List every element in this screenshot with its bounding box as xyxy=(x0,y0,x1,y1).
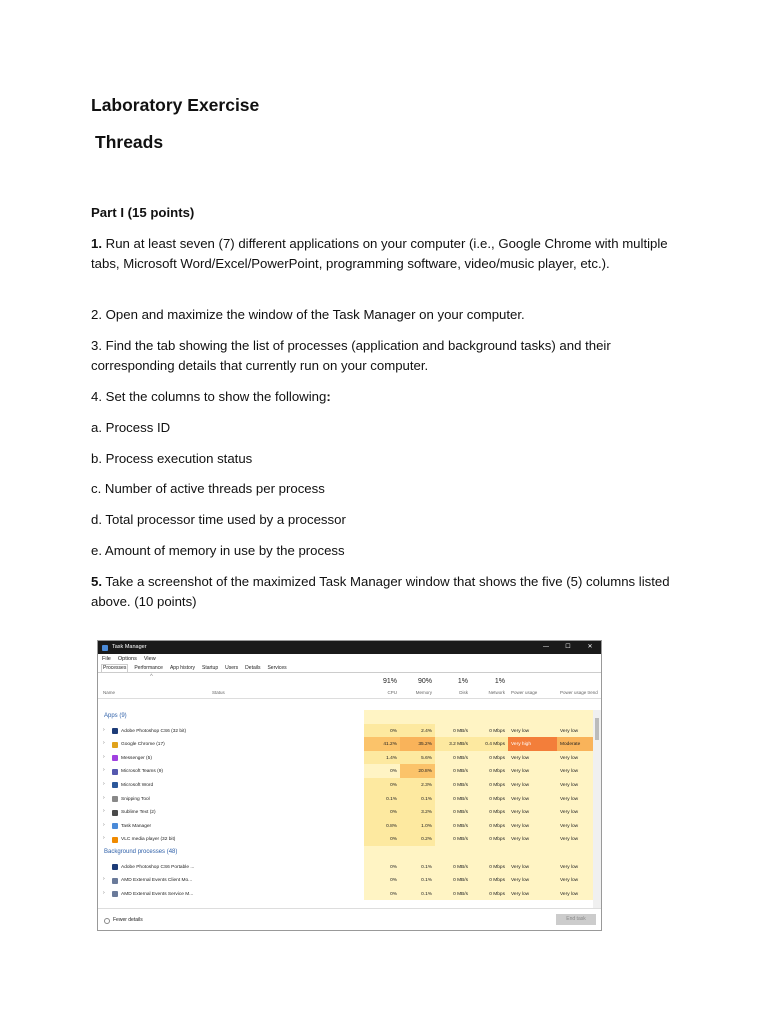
process-label: Messenger (5) xyxy=(121,755,152,761)
expand-chevron-icon[interactable]: › xyxy=(103,767,105,774)
col-power-trend[interactable]: Power usage trend xyxy=(560,690,598,695)
process-cpu: 41.2% xyxy=(364,737,400,751)
process-label: Microsoft Word xyxy=(121,782,154,788)
process-name xyxy=(112,864,194,871)
collapse-icon xyxy=(104,918,110,924)
process-power: Very low xyxy=(508,819,557,833)
app-icon xyxy=(112,782,118,788)
menu-options[interactable]: Options xyxy=(117,655,137,662)
process-net: 0 Mbps xyxy=(471,887,508,901)
process-label: Adobe Photoshop CS6 (32 bit) xyxy=(121,728,187,734)
process-disk: 0 MB/s xyxy=(435,819,471,833)
process-trend: Very low xyxy=(557,819,602,833)
cell-bg xyxy=(471,710,508,724)
process-power: Very low xyxy=(508,887,557,901)
process-trend: Very low xyxy=(557,832,602,846)
process-name xyxy=(112,877,192,884)
document-subtitle: Threads xyxy=(95,132,164,152)
process-label: Google Chrome (17) xyxy=(121,742,165,748)
process-power: Very low xyxy=(508,860,557,874)
item-1-text: Run at least seven (7) different applications on your computer (i.e., Google Chrome with multiple tabs, Microsoft Word/Excel/PowerPoint, programming software, video/music player, etc.). xyxy=(91,236,668,271)
item-e: e. Amount of memory in use by the process xyxy=(91,543,345,558)
app-icon xyxy=(112,878,118,884)
table-row[interactable] xyxy=(98,792,602,806)
table-row[interactable] xyxy=(98,819,602,833)
process-label: Task Manager xyxy=(121,823,152,829)
app-icon xyxy=(112,891,118,897)
process-mem: 0.2% xyxy=(400,832,435,846)
tm-titlebar xyxy=(98,641,601,654)
process-name xyxy=(112,755,152,762)
part-heading: Part I (15 points) xyxy=(91,205,195,220)
expand-chevron-icon[interactable]: › xyxy=(103,753,105,760)
process-label: Sublime Text (2) xyxy=(121,810,156,816)
item-3: 3. Find the tab showing the list of processes (application and background tasks) and their corresponding details that currently run on your computer. xyxy=(91,338,611,373)
item-a: a. Process ID xyxy=(91,420,171,435)
process-net: 0 Mbps xyxy=(471,724,508,738)
process-disk: 0 MB/s xyxy=(435,860,471,874)
process-name xyxy=(112,836,175,843)
tab-services[interactable]: Services xyxy=(267,665,287,671)
process-power: Very low xyxy=(508,832,557,846)
process-disk: 0 MB/s xyxy=(435,751,471,765)
tab-app-history[interactable]: App history xyxy=(169,665,195,671)
item-1-number: 1. xyxy=(91,236,102,251)
expand-chevron-icon[interactable]: › xyxy=(103,726,105,733)
process-mem: 2.4% xyxy=(400,724,435,738)
process-mem: 0.1% xyxy=(400,887,435,901)
process-net: 0 Mbps xyxy=(471,764,508,778)
app-icon xyxy=(112,837,118,843)
item-4 xyxy=(91,387,681,407)
process-power: Very low xyxy=(508,764,557,778)
cell-bg xyxy=(508,846,557,860)
end-task-button[interactable]: End task xyxy=(556,914,596,925)
process-name xyxy=(112,782,153,789)
cell-bg xyxy=(364,710,400,724)
table-row[interactable] xyxy=(98,805,602,819)
process-disk: 0 MB/s xyxy=(435,764,471,778)
process-disk: 0 MB/s xyxy=(435,873,471,887)
process-label: Adobe Photoshop CS6 Portable ... xyxy=(121,864,195,870)
col-power[interactable]: Power usage xyxy=(511,690,538,695)
process-trend: Very low xyxy=(557,724,602,738)
tm-menubar xyxy=(98,654,601,664)
fewer-details-label: Fewer details xyxy=(113,917,143,923)
scrollbar[interactable] xyxy=(593,710,601,910)
process-mem: 2.3% xyxy=(400,778,435,792)
process-net: 0 Mbps xyxy=(471,832,508,846)
app-icon xyxy=(112,742,118,748)
disk-total: 1% xyxy=(457,678,468,685)
process-label: AMD External Events Service M... xyxy=(121,891,194,897)
process-trend: Very low xyxy=(557,873,602,887)
process-cpu: 0% xyxy=(364,832,400,846)
process-power: Very low xyxy=(508,792,557,806)
process-mem: 0.1% xyxy=(400,860,435,874)
process-power: Very low xyxy=(508,751,557,765)
process-label: Microsoft Teams (9) xyxy=(121,769,164,775)
process-mem: 0.1% xyxy=(400,873,435,887)
expand-chevron-icon[interactable]: › xyxy=(103,835,105,842)
table-row[interactable] xyxy=(98,764,602,778)
process-mem: 3.2% xyxy=(400,805,435,819)
col-network[interactable]: Network xyxy=(488,690,505,695)
process-trend: Very low xyxy=(557,778,602,792)
process-net: 0.4 Mbps xyxy=(471,737,508,751)
cpu-total: 91% xyxy=(382,678,397,685)
expand-chevron-icon[interactable]: › xyxy=(103,876,105,883)
close-icon[interactable]: ✕ xyxy=(587,644,593,650)
memory-total: 90% xyxy=(417,678,432,685)
item-5 xyxy=(91,572,681,612)
col-cpu[interactable]: CPU xyxy=(387,690,397,695)
process-power: Very low xyxy=(508,778,557,792)
process-name xyxy=(112,809,156,816)
process-trend: Very low xyxy=(557,805,602,819)
item-4-colon: : xyxy=(326,389,331,404)
item-1 xyxy=(91,234,681,274)
process-net: 0 Mbps xyxy=(471,805,508,819)
process-cpu: 0% xyxy=(364,764,400,778)
process-list xyxy=(98,710,602,900)
col-disk[interactable]: Disk xyxy=(459,690,468,695)
process-power: Very low xyxy=(508,724,557,738)
expand-chevron-icon[interactable]: › xyxy=(103,740,105,747)
app-icon xyxy=(112,864,118,870)
network-total: 1% xyxy=(494,678,505,685)
table-row[interactable] xyxy=(98,778,602,792)
process-trend: Moderate xyxy=(557,737,602,751)
item-2: 2. Open and maximize the window of the Task Manager on your computer. xyxy=(91,307,525,322)
process-trend: Very low xyxy=(557,860,602,874)
process-cpu: 0% xyxy=(364,778,400,792)
group-header: Background processes (48) xyxy=(104,848,178,855)
process-trend: Very low xyxy=(557,751,602,765)
process-disk: 3.2 MB/s xyxy=(435,737,471,751)
item-b: b. Process execution status xyxy=(91,451,253,466)
process-name xyxy=(112,823,151,830)
process-net: 0 Mbps xyxy=(471,751,508,765)
col-status[interactable]: Status xyxy=(212,690,225,695)
sort-caret-icon: ^ xyxy=(150,674,153,680)
process-power: Very high xyxy=(508,737,557,751)
table-row[interactable] xyxy=(98,887,602,901)
tab-users[interactable]: Users xyxy=(225,665,239,671)
table-row[interactable] xyxy=(98,737,602,751)
task-manager-screenshot xyxy=(97,640,602,931)
expand-chevron-icon[interactable]: › xyxy=(103,821,105,828)
process-power: Very low xyxy=(508,805,557,819)
item-5-text: Take a screenshot of the maximized Task Manager window that shows the five (5) columns listed above. (10 points) xyxy=(91,574,670,609)
app-icon xyxy=(112,823,118,829)
col-memory[interactable]: Memory xyxy=(415,690,432,695)
process-disk: 0 MB/s xyxy=(435,887,471,901)
process-name xyxy=(112,796,150,803)
expand-chevron-icon[interactable]: › xyxy=(103,808,105,815)
process-net: 0 Mbps xyxy=(471,819,508,833)
expand-chevron-icon[interactable]: › xyxy=(103,889,105,896)
process-cpu: 0% xyxy=(364,873,400,887)
table-row[interactable] xyxy=(98,724,602,738)
process-disk: 0 MB/s xyxy=(435,792,471,806)
process-name xyxy=(112,741,165,748)
item-4-text: 4. Set the columns to show the following xyxy=(91,389,327,404)
process-cpu: 0% xyxy=(364,887,400,901)
cell-bg xyxy=(435,846,471,860)
process-label: AMD External Events Client Mo... xyxy=(121,878,193,884)
document-title: Laboratory Exercise xyxy=(91,95,260,115)
cell-bg xyxy=(400,710,435,724)
group-header-row[interactable] xyxy=(98,846,602,860)
cell-bg xyxy=(435,710,471,724)
app-icon xyxy=(112,796,118,802)
process-label: Snipping Tool xyxy=(121,796,150,802)
app-icon xyxy=(112,769,118,775)
process-net: 0 Mbps xyxy=(471,792,508,806)
cell-bg xyxy=(364,846,400,860)
app-icon xyxy=(112,755,118,761)
app-icon xyxy=(112,728,118,734)
process-net: 0 Mbps xyxy=(471,860,508,874)
process-cpu: 0.8% xyxy=(364,819,400,833)
process-trend: Very low xyxy=(557,764,602,778)
maximize-icon[interactable]: ☐ xyxy=(565,644,571,650)
tm-tabs xyxy=(98,664,601,673)
process-net: 0 Mbps xyxy=(471,873,508,887)
tm-footer xyxy=(98,908,601,930)
process-disk: 0 MB/s xyxy=(435,724,471,738)
process-cpu: 0% xyxy=(364,860,400,874)
process-name xyxy=(112,768,163,775)
process-mem: 5.6% xyxy=(400,751,435,765)
process-trend: Very low xyxy=(557,887,602,901)
app-icon xyxy=(112,810,118,816)
tab-details[interactable]: Details xyxy=(245,665,261,671)
process-disk: 0 MB/s xyxy=(435,778,471,792)
menu-view[interactable]: View xyxy=(143,655,156,662)
process-power: Very low xyxy=(508,873,557,887)
process-net: 0 Mbps xyxy=(471,778,508,792)
menu-file[interactable]: File xyxy=(102,655,111,662)
process-name xyxy=(112,728,186,735)
task-manager-icon xyxy=(102,645,108,651)
process-cpu: 0.1% xyxy=(364,792,400,806)
tab-processes[interactable]: Processes xyxy=(103,665,127,671)
expand-chevron-icon[interactable]: › xyxy=(103,794,105,801)
item-c: c. Number of active threads per process xyxy=(91,481,325,496)
process-disk: 0 MB/s xyxy=(435,832,471,846)
tm-column-headers xyxy=(98,673,601,699)
cell-bg xyxy=(508,710,557,724)
table-row[interactable] xyxy=(98,873,602,887)
table-row[interactable] xyxy=(98,860,602,874)
table-row[interactable] xyxy=(98,832,602,846)
scrollbar-thumb[interactable] xyxy=(595,718,599,740)
process-disk: 0 MB/s xyxy=(435,805,471,819)
tab-startup[interactable]: Startup xyxy=(201,665,219,671)
group-header-row[interactable] xyxy=(98,710,602,724)
cell-bg xyxy=(471,846,508,860)
col-name[interactable]: Name xyxy=(103,690,116,695)
process-trend: Very low xyxy=(557,792,602,806)
item-d: d. Total processor time used by a processor xyxy=(91,512,346,527)
process-mem: 35.2% xyxy=(400,737,435,751)
tm-window-title: Task Manager xyxy=(112,644,147,650)
process-name xyxy=(112,891,193,898)
process-label: VLC media player (32 bit) xyxy=(121,837,176,843)
process-cpu: 0% xyxy=(364,805,400,819)
cell-bg xyxy=(400,846,435,860)
process-mem: 1.0% xyxy=(400,819,435,833)
expand-chevron-icon[interactable]: › xyxy=(103,780,105,787)
table-row[interactable] xyxy=(98,751,602,765)
process-cpu: 1.4% xyxy=(364,751,400,765)
fewer-details-link[interactable] xyxy=(104,917,143,924)
process-cpu: 0% xyxy=(364,724,400,738)
item-5-number: 5. xyxy=(91,574,102,589)
tab-performance[interactable]: Performance xyxy=(134,665,163,671)
process-mem: 20.8% xyxy=(400,764,435,778)
minimize-icon[interactable]: — xyxy=(543,644,549,650)
process-mem: 0.1% xyxy=(400,792,435,806)
group-header: Apps (9) xyxy=(104,713,127,719)
